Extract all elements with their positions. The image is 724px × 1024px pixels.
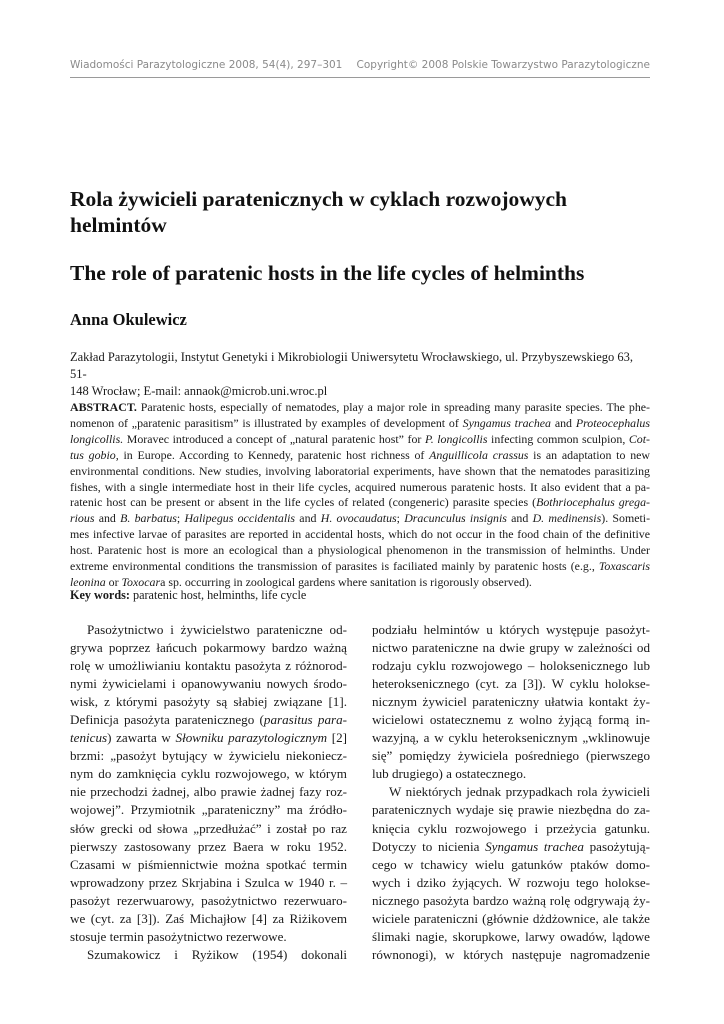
text-run: Pasożytnictwo i żywicielstwo parateniczne od-: [87, 622, 347, 637]
body-line: [70, 874, 347, 892]
body-line: [372, 639, 650, 657]
text-run: Moravec introduced a concept of „natural paratenic host” for: [123, 431, 425, 446]
abstract-line: [70, 543, 650, 559]
body-line: [70, 856, 347, 874]
body-column-left: [70, 621, 347, 964]
italic-text: parasitus para-: [263, 712, 347, 728]
title-english: The role of paratenic hosts in the life cycles of helminths: [70, 261, 585, 285]
text-run: podziału helmintów u których występuje pasożyt-: [372, 622, 650, 637]
body-line: [70, 838, 347, 856]
affiliation-line: Zakład Parazytologii, Instytut Genetyki i Mikrobiologii Uniwersytetu Wrocławskiego, ul. Przybyszewskiego 63, 51-: [70, 350, 634, 381]
text-run: and: [551, 415, 576, 430]
text-run: heteroksenicznego (cyt. za [3]). W cyklu holokse-: [372, 676, 650, 692]
body-line: [70, 946, 347, 964]
text-run: rolę w umożliwianiu kontaktu pasożyta z różnorod-: [70, 658, 347, 674]
body-line: [70, 621, 347, 639]
body-line: [70, 693, 347, 711]
body-line: [372, 711, 650, 729]
abstract-line: [70, 464, 650, 480]
text-run: ) zawarta w: [107, 730, 176, 746]
italic-text: D. medinensis: [532, 511, 602, 526]
text-run: lub drugiego) a ostatecznego.: [372, 766, 527, 782]
abstract-line: [70, 432, 650, 448]
italic-text: Syngamus trachea: [485, 838, 584, 854]
body-line: [70, 711, 347, 729]
text-run: nicznego pasożyta bardzo ważną rolę odgrywają ży-: [372, 892, 650, 908]
body-line: [70, 729, 347, 747]
text-run: ślimaki nagie, skorupkowe, larwy owadów, lądowe: [372, 928, 650, 944]
body-line: [372, 747, 650, 765]
text-run: się” pomiędzy żywiciela pośredniego (pierwszego: [372, 748, 650, 764]
abstract-line: [70, 495, 650, 511]
text-run: Dotyczy to nicienia: [372, 838, 486, 854]
body-line: [372, 910, 650, 928]
body-line: [372, 693, 650, 711]
body-line: [70, 657, 347, 675]
body-line: [70, 820, 347, 838]
text-run: [2]: [327, 730, 348, 746]
body-line: [372, 892, 650, 910]
affiliation-line: 148 Wrocław; E-mail: annaok@microb.uni.wroc.pl: [70, 384, 328, 398]
abstract: [70, 400, 650, 591]
italic-text: Dracunculus insignis: [404, 511, 507, 526]
text-run: pasożytują-: [583, 838, 650, 854]
italic-text: Cot-: [628, 431, 651, 446]
body-line: [70, 783, 347, 801]
italic-text: B. barbatus: [120, 511, 177, 526]
abstract-label: ABSTRACT.: [70, 400, 137, 414]
text-run: wicielowi ostatecznemu z wolno żyjącą formą in-: [372, 712, 650, 728]
text-run: ;: [176, 511, 185, 526]
abstract-line: [70, 511, 650, 527]
text-run: pasożyt rezerwuarowy, pasożytnictwo rezerwuaro-: [70, 892, 347, 908]
body-line: [70, 928, 347, 946]
text-run: environmental conditions. New studies, involving laboratorial experiments, have shown that the nematodes parasitizing: [70, 463, 650, 478]
keywords-text: paratenic host, helminths, life cycle: [129, 588, 307, 602]
italic-text: Halipegus occidentalis: [184, 511, 296, 526]
text-run: fishes, with a single intermediate host in their life cycles, acquired numerous paratenic hosts. It also evident that a pa-: [70, 479, 650, 494]
text-run: Definicja pasożyta paratenicznego (: [70, 712, 264, 728]
header-rule: [70, 77, 650, 78]
text-run: wisk, z którymi pasożyty są słabiej związane [1].: [70, 694, 347, 710]
abstract-line: [70, 527, 650, 543]
body-line: [372, 675, 650, 693]
text-run: brzmi: „pasożyt bytujący w żywicielu niekoniecz-: [70, 748, 347, 764]
italic-text: Proteocephalus: [575, 415, 651, 430]
italic-text: leonina: [70, 574, 106, 589]
keywords: [70, 588, 650, 603]
body-line: [70, 801, 347, 819]
italic-text: Bothriocephalus grega-: [536, 495, 650, 510]
copyright-notice: Copyright© 2008 Polskie Towarzystwo Parazytologiczne: [356, 59, 650, 71]
abstract-line: [70, 416, 650, 432]
text-run: knięcia cyklu rozwojowego i przeżycia gatunku.: [372, 820, 650, 836]
body-line: [372, 820, 650, 838]
italic-text: H. ovocaudatus: [320, 511, 397, 526]
text-run: nie przechodzi żadnej, albo prawie żadnej fazy roz-: [70, 784, 347, 800]
body-line: [372, 765, 650, 783]
abstract-line: [70, 448, 650, 464]
text-run: ). Someti-: [601, 511, 651, 526]
body-line: [70, 747, 347, 765]
body-line: [372, 928, 650, 946]
text-run: słów grecki od słowa „przedłużać” i został po raz: [70, 820, 347, 836]
journal-citation: Wiadomości Parazytologiczne 2008, 54(4), 297–301: [70, 59, 343, 71]
body-line: [372, 783, 650, 801]
text-run: nymi żywicielami i opanowywaniu nowych środo-: [70, 676, 347, 692]
text-run: nomenon of „paratenic parasitism” is illustrated by examples of development of: [70, 415, 463, 430]
text-run: wazyjną, a w cyklu heteroksenicznym „wklinowuje: [372, 730, 650, 746]
body-line: [372, 838, 650, 856]
italic-text: Słowniku parazytologicznym: [175, 730, 328, 746]
italic-text: Toxascaris: [598, 559, 650, 574]
body-line: [70, 639, 347, 657]
text-run: infecting common sculpion,: [487, 431, 629, 446]
text-run: rodzaju cyklu rozwojowego – holoksenicznego lub: [372, 658, 650, 674]
text-run: Czasami w piśmiennictwie można spotkać termin: [70, 856, 347, 872]
title-polish-line: helmintów: [70, 213, 167, 237]
body-line: [70, 910, 347, 928]
text-run: nym do zamknięcia cyklu rozwojowego, w którym: [70, 766, 347, 782]
text-run: mes infective larvae of parasites are reported in accidental hosts, which do not occur in the food chain of the definitive: [70, 527, 650, 542]
body-line: [372, 621, 650, 639]
text-run: nictwo parateniczne na dwie grupy w zależności od: [372, 640, 650, 656]
title-polish-line: Rola żywicieli paratenicznych w cyklach rozwojowych: [70, 187, 568, 211]
text-run: pierwszy zastosowany przez Baera w roku 1952.: [70, 838, 347, 854]
text-run: wojowej”. Przymiotnik „parateniczny” ma źródło-: [70, 802, 347, 818]
text-run: ;: [396, 511, 405, 526]
italic-text: tenicus: [70, 730, 108, 746]
text-run: is an adaptation to new: [528, 447, 651, 462]
text-run: and: [506, 511, 533, 526]
text-run: and: [94, 511, 121, 526]
text-run: wprowadzony przez Skrjabina i Szulca w 1940 r. –: [70, 874, 347, 890]
abstract-line: [70, 559, 650, 575]
text-run: wiciele parateniczni (głównie dżdżownice, ale także: [372, 910, 650, 926]
italic-text: Toxocar: [121, 574, 161, 589]
text-run: and: [295, 511, 321, 526]
text-run: wych i dziko żyjących. W rozwoju tego holokse-: [372, 874, 650, 890]
text-run: paratenicznych wydaje się prawie niezbędna do za-: [372, 802, 650, 818]
text-run: Szumakowicz i Ryżikow (1954) dokonali: [87, 946, 347, 962]
italic-text: Syngamus trachea: [462, 415, 551, 430]
body-line: [372, 856, 650, 874]
text-run: we (cyt. za [3]). Zaś Michajłow [4] za Riżikovem: [70, 910, 347, 926]
text-run: cego w tchawicy wielu gatunków ptaków domo-: [372, 856, 650, 872]
italic-text: longicollis.: [70, 431, 124, 446]
text-run: ratenic host can be present or absent in the life cycles of related (congeneric) parasite species (: [70, 495, 537, 510]
text-run: nicznym żywiciel parateniczny ułatwia kontakt ży-: [372, 694, 650, 710]
text-run: W niektórych jednak przypadkach rola żywicieli: [389, 784, 650, 800]
text-run: grywa poprzez łańcuch pokarmowy bardzo ważną: [70, 640, 347, 656]
text-run: Paratenic hosts, especially of nematodes, play a major role in spreading many parasite species. The phe-: [136, 400, 650, 414]
text-run: host. Paratenic host is more an ecological than a physiological phenomenon in the transmission of helminths. Under: [70, 543, 650, 558]
author-name: Anna Okulewicz: [70, 310, 187, 329]
body-line: [70, 765, 347, 783]
italic-text: rious: [70, 511, 95, 526]
affiliation: [70, 349, 650, 400]
text-run: or: [105, 574, 122, 589]
text-run: extreme environmental conditions the transmission of parasites is faciliated mainly by paratenic hosts (e.g.,: [70, 559, 599, 574]
abstract-line: [70, 400, 650, 416]
text-run: równonogi), w których następuje nagromadzenie: [372, 946, 650, 962]
italic-text: P. longicollis: [424, 431, 488, 446]
keywords-label: Key words:: [70, 588, 130, 602]
text-run: a sp. occurring in zoological gardens where sanitation is rigorously observed).: [160, 574, 532, 589]
text-run: stosuje termin pasożytnictwo rezerwowe.: [70, 928, 287, 944]
body-line: [372, 874, 650, 892]
body-line: [70, 675, 347, 693]
italic-text: Anguillicola crassus: [429, 447, 529, 462]
body-column-right: [372, 621, 650, 964]
body-line: [372, 657, 650, 675]
body-line: [70, 892, 347, 910]
body-line: [372, 729, 650, 747]
body-line: [372, 801, 650, 819]
body-line: [372, 946, 650, 964]
italic-text: tus gobio,: [70, 447, 119, 462]
text-run: in Europe. According to Kennedy, paratenic host richness of: [118, 447, 430, 462]
title-polish: [70, 186, 650, 238]
abstract-line: [70, 480, 650, 496]
running-head: [70, 59, 650, 71]
